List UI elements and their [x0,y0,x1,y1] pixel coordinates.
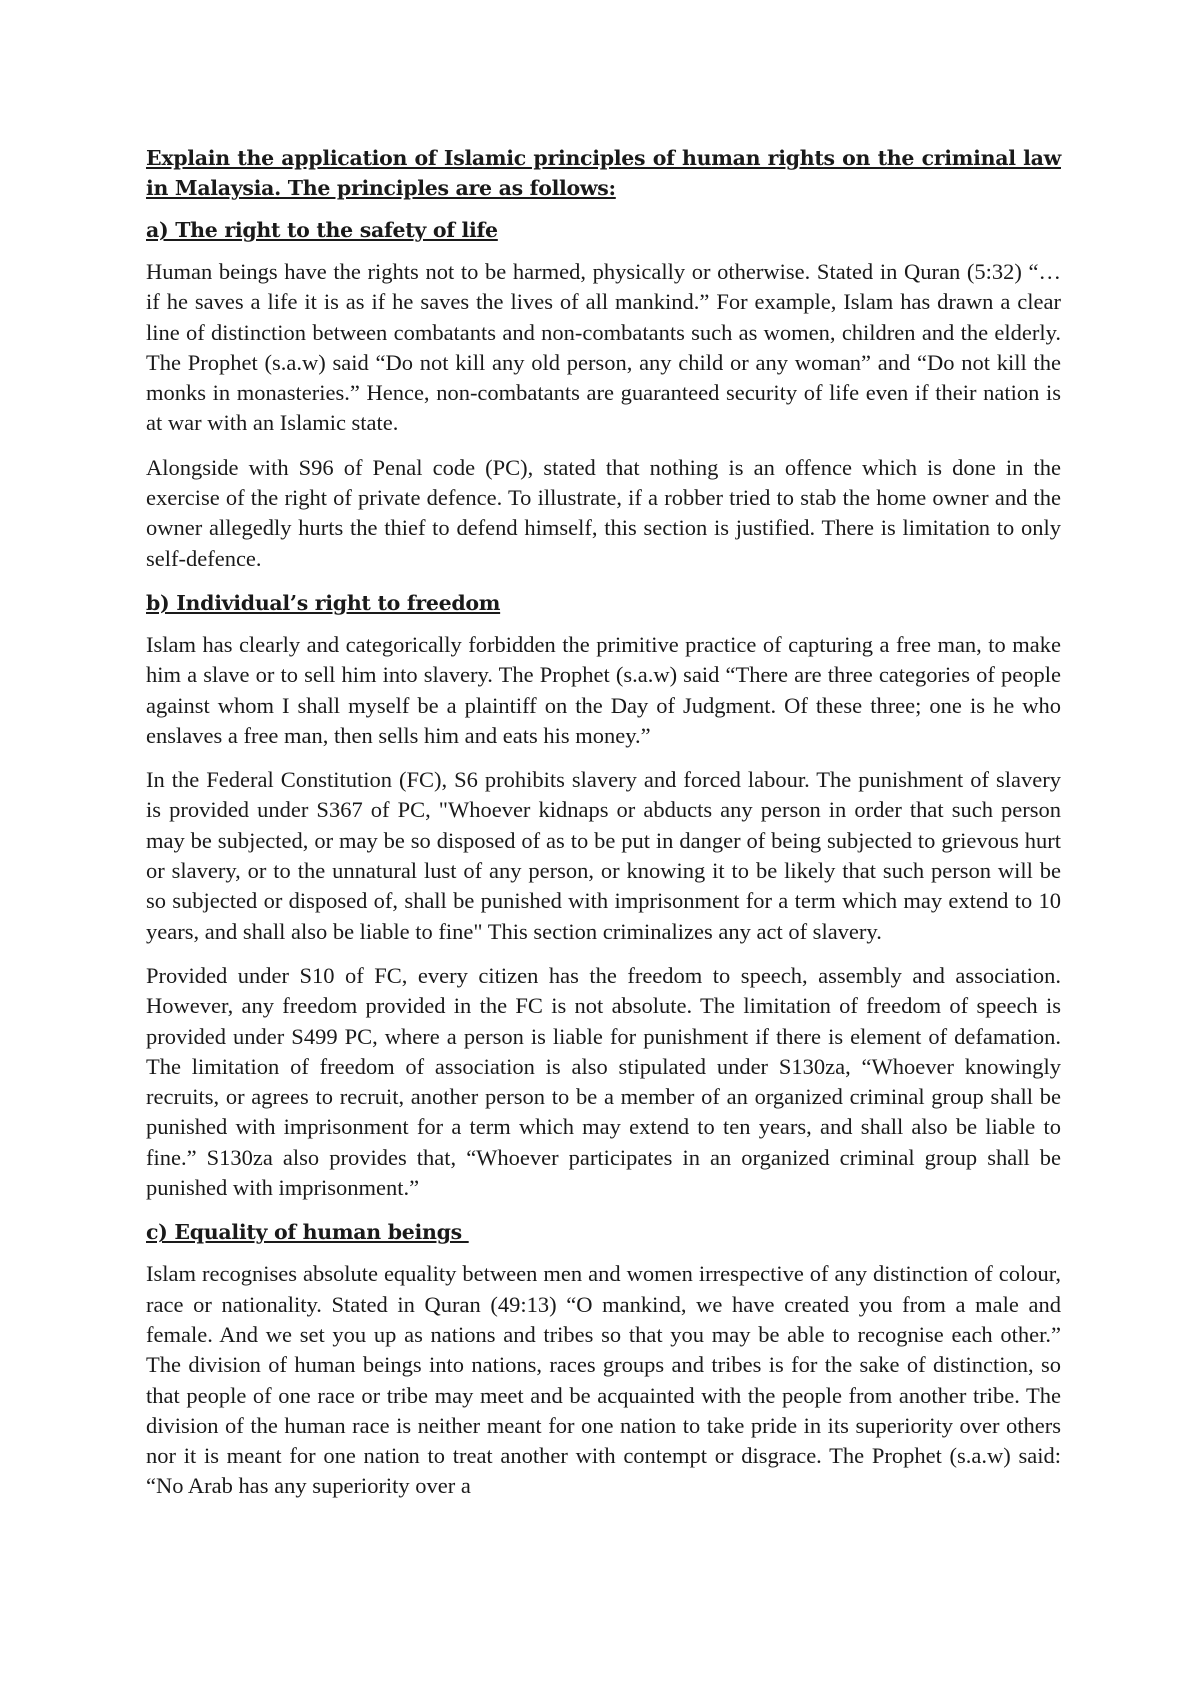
section-equality [146,1217,1061,1501]
section-title: a) The right to the safety of life [146,218,498,242]
section-right-to-freedom [146,588,1061,1203]
paragraph: In the Federal Constitution (FC), S6 prohibits slavery and forced labour. The punishment of slavery is provided under S367 of PC, "Whoever kidnaps or abducts any person in order that such person may be subjected, or may be so disposed of as to be put in danger of being subjected to grievous hurt or slavery, or to the unnatural lust of any person, or knowing it to be likely that such person will be so subjected or disposed of, shall be punished with imprisonment for a term which may extend to 10 years, and shall also be liable to fine" This section criminalizes any act of slavery. [146,767,1061,944]
section-safety-of-life [146,215,1061,574]
paragraph: Islam has clearly and categorically forbidden the primitive practice of capturing a free man, to make him a slave or to sell him into slavery. The Prophet (s.a.w) said “There are three categories of people against whom I shall myself be a plaintiff on the Day of Judgment. Of these three; one is he who enslaves a free man, then sells him and eats his money.” [146,631,1061,748]
section-title: b) Individual’s right to freedom [146,590,501,615]
document-heading: Explain the application of Islamic principles of human rights on the criminal law in Malaysia. The principles are as follows: [146,146,1061,200]
paragraph: Alongside with S96 of Penal code (PC), stated that nothing is an offence which is done in the exercise of the right of private defence. To illustrate, if a robber tried to stab the home owner and the owner allegedly hurts the thief to defend himself, this section is justified. There is limitation to only self-defence. [146,454,1061,571]
paragraph: Islam recognises absolute equality between men and women irrespective of any distinction of colour, race or nationality. Stated in Quran (49:13) “O mankind, we have created you from a male and female. And we set you up as nations and tribes so that you may be able to recognise each other.” The division of human beings into nations, races groups and tribes is for the sake of distinction, so that people of one race or tribe may meet and be acquainted with the people from another tribe. The division of the human race is neither meant for one nation to take pride in its superiority over others nor it is meant for one nation to treat another with contempt or disgrace. The Prophet (s.a.w) said: “No Arab has any superiority over a [146,1261,1061,1499]
section-title: c) Equality of human beings [146,1220,469,1245]
paragraph: Provided under S10 of FC, every citizen has the freedom to speech, assembly and association. However, any freedom provided in the FC is not absolute. The limitation of freedom of speech is provided under S499 PC, where a person is liable for punishment if there is element of defamation. The limitation of freedom of association is also stipulated under S130za, “Whoever knowingly recruits, or agrees to recruit, another person to be a member of an organized criminal group shall be punished with imprisonment for a term which may extend to ten years, and shall also be liable to fine.” S130za also provides that, “Whoever participates in an organized criminal group shall be punished with imprisonment.” [146,962,1061,1201]
document-page [146,143,1061,1516]
paragraph: Human beings have the rights not to be harmed, physically or otherwise. Stated in Quran (5:32) “… if he saves a life it is as if he saves the lives of all mankind.” For example, Islam has drawn a clear line of distinction between combatants and non-combatants such as women, children and the elderly. The Prophet (s.a.w) said “Do not kill any old person, any child or any woman” and “Do not kill the monks in monasteries.” Hence, non-combatants are guaranteed security of life even if their nation is at war with an Islamic state. [146,259,1061,436]
